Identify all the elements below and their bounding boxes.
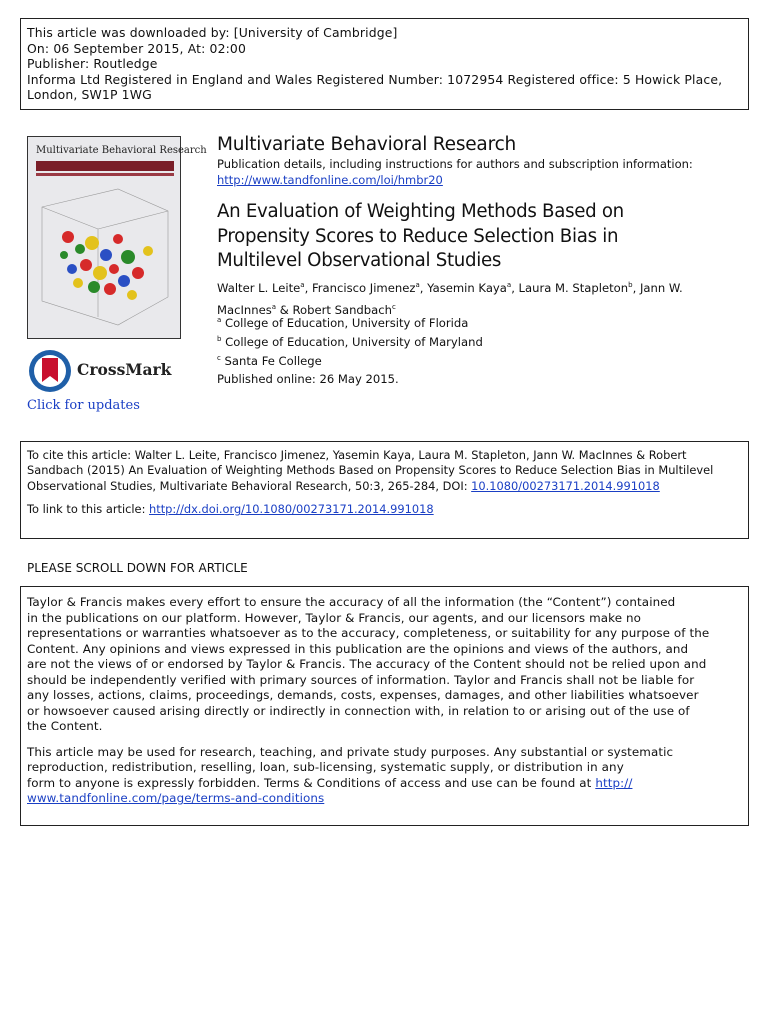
terms-line: in the publications on our platform. However, Taylor & Francis, our agents, and our licensors make no: [27, 610, 642, 625]
authors: [217, 276, 717, 320]
download-line-3: Publisher: Routledge: [27, 56, 158, 72]
terms-line-link: [27, 791, 742, 807]
citation-line-3-text: Observational Studies, Multivariate Behavioral Research, 50:3, 265-284, DOI:: [27, 478, 472, 493]
author-affil-sup: c: [391, 303, 396, 311]
author-affil-sup: a: [300, 281, 305, 289]
terms-line-text: form to anyone is expressly forbidden. Terms & Conditions of access and use can be found at: [27, 775, 596, 790]
journal-url-link[interactable]: http://www.tandfonline.com/loi/hmbr20: [217, 173, 443, 187]
journal-name: Multivariate Behavioral Research: [217, 134, 517, 155]
citation-box: [20, 441, 749, 539]
affiliation-c: [217, 354, 322, 368]
crossmark-icon: [27, 348, 73, 394]
cover-title: Multivariate Behavioral Research: [36, 145, 207, 156]
citation-text: [27, 448, 742, 494]
crossmark-badge[interactable]: [27, 348, 187, 396]
terms-line: any losses, actions, claims, proceedings, demands, costs, expenses, damages, and other liabilities whatsoever: [27, 688, 699, 702]
title-line-3: Multilevel Observational Studies: [217, 250, 502, 271]
article-title: [217, 200, 687, 274]
affiliation-a: [217, 316, 468, 330]
download-line-4: Informa Ltd Registered in England and Wales Registered Number: 1072954 Registered office: 5 Howick Place,: [27, 71, 723, 87]
author-name: , Jann W.: [632, 281, 683, 295]
terms-paragraph-2: [27, 745, 742, 807]
author-name: , Yasemin Kaya: [419, 281, 507, 295]
author-affil-sup: b: [628, 281, 633, 289]
author-affil-sup: a: [506, 281, 512, 289]
author-affil-sup: a: [271, 303, 277, 311]
terms-line: This article may be used for research, teaching, and private study purposes. Any substantial or systematic: [27, 744, 674, 759]
article-doi-url-link[interactable]: http://dx.doi.org/10.1080/00273171.2014.991018: [149, 502, 434, 517]
to-link-label: To link to this article:: [27, 502, 150, 517]
terms-line: Content. Any opinions and views expressed in this publication are the opinions and views of the authors, and: [27, 641, 689, 656]
affil-marker: b: [217, 335, 222, 343]
author-affil-sup: a: [415, 281, 420, 289]
citation-line-2: Sandbach (2015) An Evaluation of Weighting Methods Based on Propensity Scores to Reduce Selection Bias in Multilevel: [27, 463, 714, 478]
author-name: , Francisco Jimenez: [304, 281, 416, 295]
scroll-notice: PLEASE SCROLL DOWN FOR ARTICLE: [27, 561, 248, 575]
citation-line-1: To cite this article: Walter L. Leite, Francisco Jimenez, Yasemin Kaya, Laura M. Stapleton, Jann W. MacInnes & Robert: [27, 448, 687, 462]
author-name: & Robert Sandbach: [276, 303, 392, 317]
download-notice: [20, 18, 749, 110]
terms-box: [20, 586, 749, 826]
title-line-2: Propensity Scores to Reduce Selection Bias in: [217, 225, 619, 247]
journal-cover: [27, 136, 207, 339]
published-date: Published online: 26 May 2015.: [217, 372, 399, 386]
affil-marker: a: [217, 316, 222, 324]
download-line-1: This article was downloaded by: [University of Cambridge]: [27, 25, 398, 40]
crossmark-label: CrossMark: [77, 360, 172, 379]
download-line-2: On: 06 September 2015, At: 02:00: [27, 40, 246, 56]
terms-line: or howsoever caused arising directly or indirectly in connection with, in relation to or arising out of the use of: [27, 703, 690, 718]
author-name: , Laura M. Stapleton: [511, 281, 629, 295]
terms-line: are not the views of or endorsed by Taylor & Francis. The accuracy of the Content should not be relied upon and: [27, 657, 707, 671]
terms-line: should be independently verified with primary sources of information. Taylor and Francis shall not be liable for: [27, 672, 695, 687]
terms-paragraph-1: [27, 595, 742, 735]
author-name: Walter L. Leite: [217, 281, 301, 295]
terms-line: the Content.: [27, 719, 103, 733]
cover-band-thin: [36, 173, 174, 176]
cover-band: [36, 161, 174, 171]
author-name: MacInnes: [217, 303, 272, 317]
affiliation-text: College of Education, University of Florida: [224, 316, 469, 330]
click-for-updates-link[interactable]: Click for updates: [27, 398, 140, 413]
terms-link-part-1[interactable]: http://: [595, 775, 633, 790]
terms-link-part-2[interactable]: www.tandfonline.com/page/terms-and-conditions: [27, 791, 325, 805]
cover-spheres-image: [28, 177, 180, 337]
citation-line-3: [27, 479, 742, 494]
terms-line: reproduction, redistribution, reselling, loan, sub-licensing, systematic supply, or distribution in any: [27, 760, 624, 774]
affiliation-b: [217, 335, 483, 349]
title-line-1: An Evaluation of Weighting Methods Based on: [217, 201, 624, 222]
affiliation-text: College of Education, University of Maryland: [225, 335, 483, 349]
affil-marker: c: [217, 354, 221, 362]
publication-details: Publication details, including instructions for authors and subscription information:: [217, 157, 693, 171]
doi-link[interactable]: 10.1080/00273171.2014.991018: [471, 478, 660, 493]
terms-line: representations or warranties whatsoever as to the accuracy, completeness, or suitability for any purpose of the: [27, 626, 710, 640]
terms-line: Taylor & Francis makes every effort to ensure the accuracy of all the information (the “Content”) contained: [27, 595, 676, 609]
affiliation-text: Santa Fe College: [224, 354, 322, 368]
terms-line-with-link: [27, 776, 742, 792]
download-line-5: London, SW1P 1WG: [27, 87, 152, 103]
to-link-row: [27, 502, 742, 517]
